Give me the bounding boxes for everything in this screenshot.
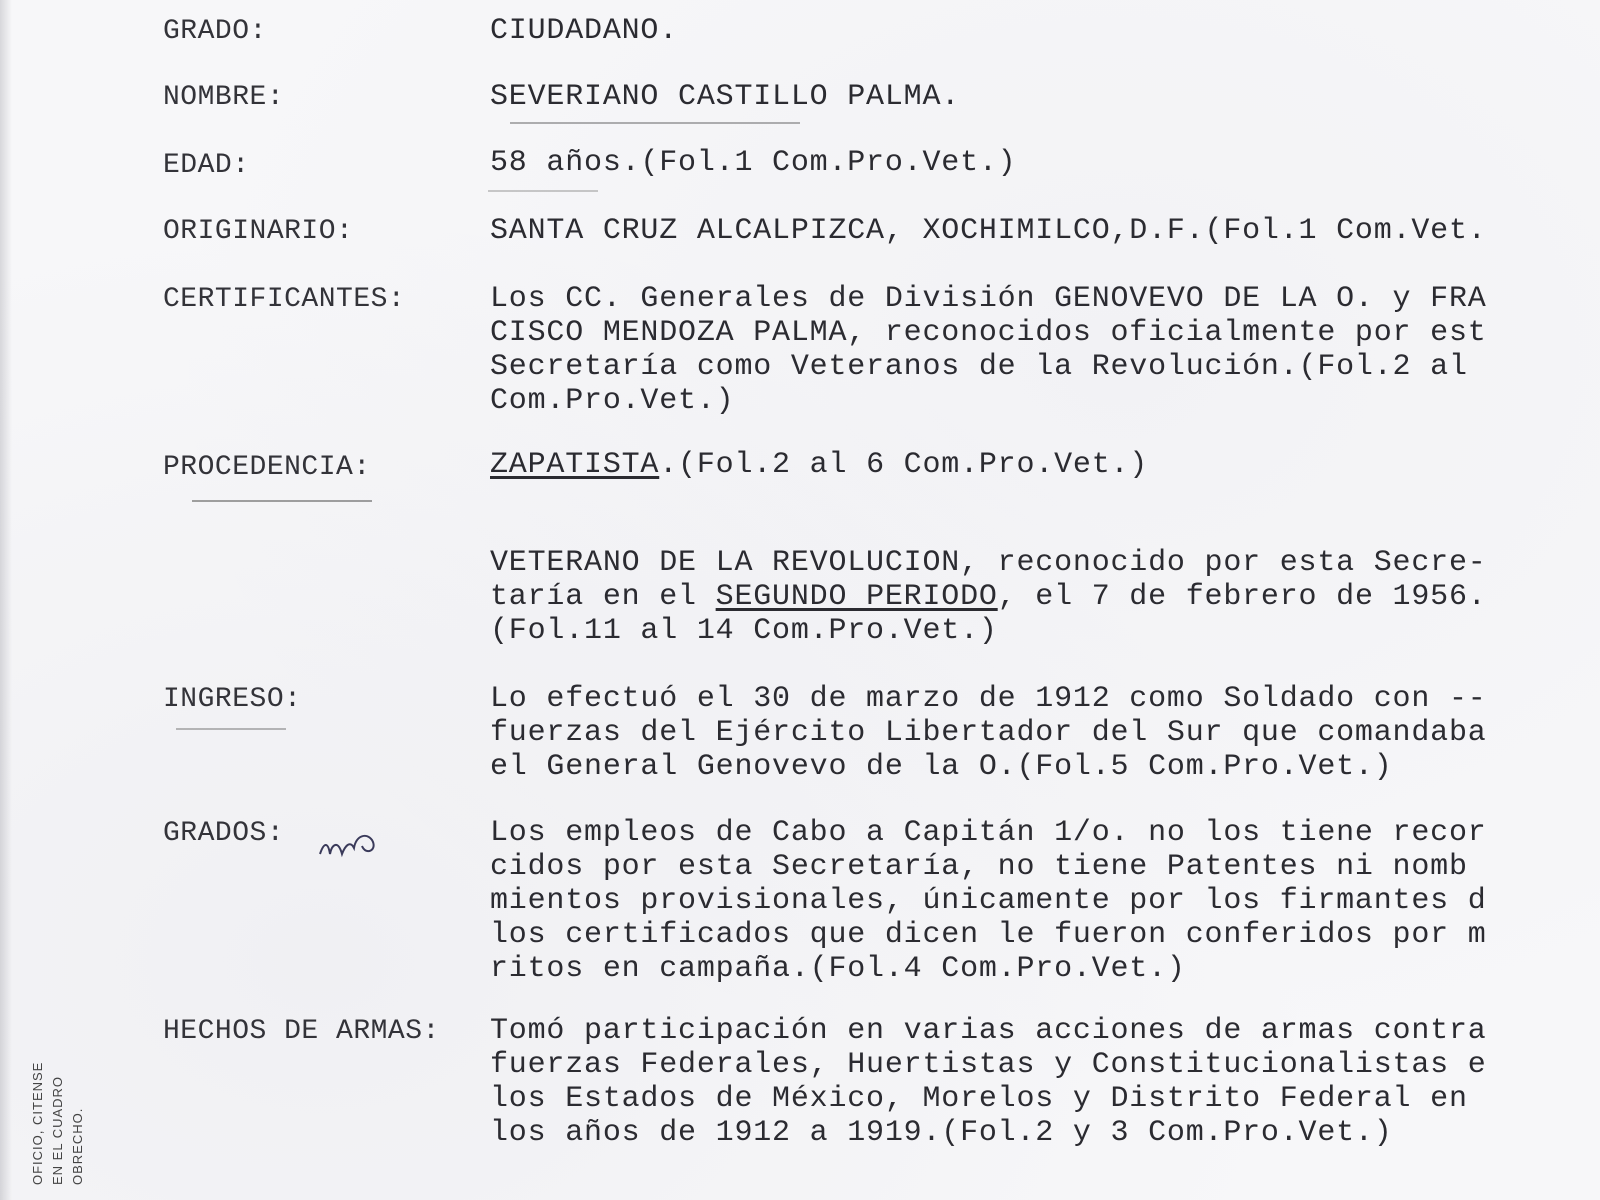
value-grados-1: Los empleos de Cabo a Capitán 1/o. no los tiene recor: [490, 816, 1487, 850]
value-grados-2: cidos por esta Secretaría, no tiene Patentes ni nomb: [490, 850, 1468, 884]
procedencia-rest: .(Fol.2 al 6 Com.Pro.Vet.): [659, 448, 1149, 482]
scan-edge-shadow: [0, 0, 12, 1200]
underline-mark: [488, 190, 598, 192]
value-ingreso-1: Lo efectuó el 30 de marzo de 1912 como Soldado con --: [490, 682, 1487, 716]
label-certificantes: CERTIFICANTES:: [163, 284, 406, 315]
label-nombre: NOMBRE:: [163, 82, 285, 113]
value-veterano-1: VETERANO DE LA REVOLUCION, reconocido por esta Secre-: [490, 546, 1487, 580]
veterano-post: , el 7 de febrero de 1956.: [997, 580, 1487, 614]
label-ingreso: INGRESO:: [163, 684, 302, 715]
label-grado: GRADO:: [163, 16, 267, 47]
value-certificantes-4: Com.Pro.Vet.): [490, 384, 735, 418]
margin-stamp-line-1: OFICIO, CITENSE: [30, 1061, 45, 1185]
label-originario: ORIGINARIO:: [163, 216, 354, 247]
value-certificantes-3: Secretaría como Veteranos de la Revolución.(Fol.2 al: [490, 350, 1468, 384]
label-hechos-de-armas: HECHOS DE ARMAS:: [163, 1016, 440, 1047]
value-hechos-4: los años de 1912 a 1919.(Fol.2 y 3 Com.Pro.Vet.): [490, 1116, 1393, 1150]
procedencia-underlined: ZAPATISTA: [490, 448, 660, 482]
value-ingreso-2: fuerzas del Ejército Libertador del Sur que comandaba: [490, 716, 1487, 750]
value-veterano-3: (Fol.11 al 14 Com.Pro.Vet.): [490, 614, 998, 648]
value-grados-4: los certificados que dicen le fueron conferidos por m: [490, 918, 1487, 952]
margin-stamp: [28, 985, 98, 1195]
value-originario: SANTA CRUZ ALCALPIZCA, XOCHIMILCO,D.F.(Fol.1 Com.Vet.: [490, 214, 1487, 248]
handwritten-annotation: [318, 826, 388, 866]
veterano-underlined: SEGUNDO PERIODO: [715, 580, 998, 614]
value-nombre: SEVERIANO CASTILLO PALMA.: [490, 80, 961, 114]
margin-stamp-line-3: OBRECHO.: [70, 1107, 85, 1185]
value-certificantes-1: Los CC. Generales de División GENOVEVO DE LA O. y FRA: [490, 282, 1487, 316]
underline-mark: [176, 728, 286, 730]
margin-stamp-line-2: EN EL CUADRO: [50, 1075, 65, 1185]
value-certificantes-2: CISCO MENDOZA PALMA, reconocidos oficialmente por est: [490, 316, 1487, 350]
value-grados-3: mientos provisionales, únicamente por los firmantes d: [490, 884, 1487, 918]
value-hechos-1: Tomó participación en varias acciones de armas contra: [490, 1014, 1487, 1048]
value-hechos-2: fuerzas Federales, Huertistas y Constitucionalistas e: [490, 1048, 1487, 1082]
label-edad: EDAD:: [163, 150, 250, 181]
veterano-pre: taría en el: [490, 580, 716, 614]
value-veterano-2: [490, 580, 1570, 614]
label-grados: GRADOS:: [163, 818, 285, 849]
label-procedencia: PROCEDENCIA:: [163, 452, 371, 483]
underline-mark: [510, 122, 800, 124]
value-edad: 58 años.(Fol.1 Com.Pro.Vet.): [490, 146, 1017, 180]
value-hechos-3: los Estados de México, Morelos y Distrito Federal en: [490, 1082, 1468, 1116]
value-grados-5: ritos en campaña.(Fol.4 Com.Pro.Vet.): [490, 952, 1186, 986]
underline-mark: [192, 500, 372, 502]
value-grado: CIUDADANO.: [490, 14, 679, 48]
value-ingreso-3: el General Genovevo de la O.(Fol.5 Com.Pro.Vet.): [490, 750, 1393, 784]
value-procedencia: [490, 448, 1570, 482]
